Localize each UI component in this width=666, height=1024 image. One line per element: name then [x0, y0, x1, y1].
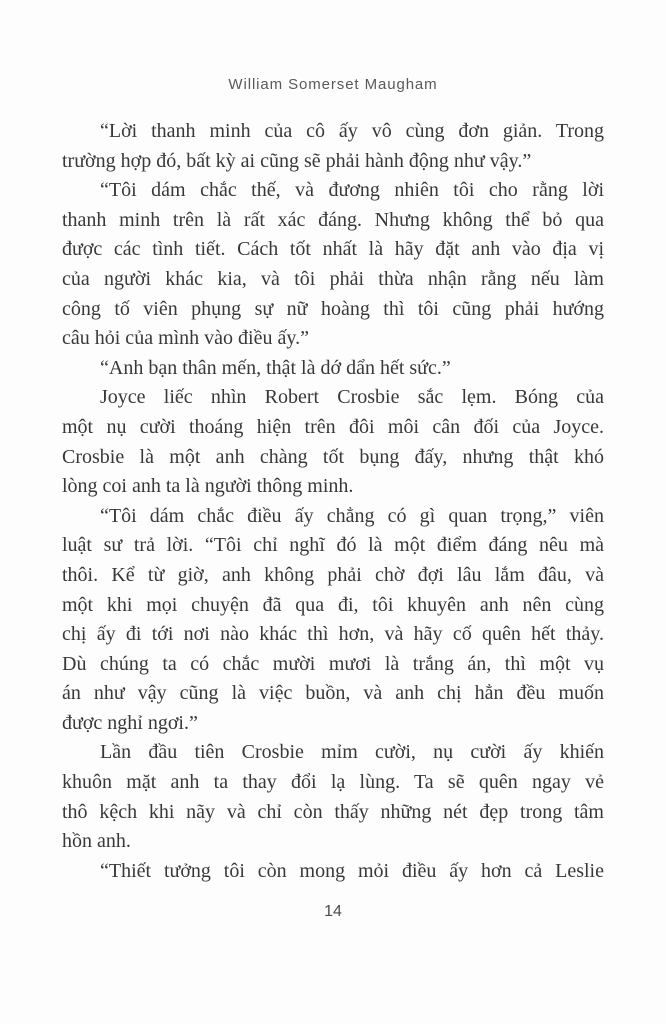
text-line: hồn anh.: [62, 830, 131, 853]
text-line: của người khác kia, và tôi phải thừa nhận rằng nếu làm: [62, 267, 604, 290]
body-text: [62, 117, 604, 886]
text-line: thô kệch khi nãy và chỉ còn thấy những nét đẹp trong tâm: [62, 800, 604, 823]
page-number: 14: [324, 903, 342, 920]
running-head-author: William Somerset Maugham: [228, 76, 438, 93]
text-line: một khi mọi chuyện đã qua đi, tôi khuyên anh nên cùng: [62, 593, 604, 616]
text-line: “Tôi dám chắc điều ấy chẳng có gì quan trọng,” viên: [100, 504, 604, 527]
text-line: được các tình tiết. Cách tốt nhất là hãy đặt anh vào địa vị: [62, 238, 604, 261]
text-line: án như vậy cũng là việc buồn, và anh chị hẳn đều muốn: [62, 682, 604, 705]
text-line: “Thiết tưởng tôi còn mong mỏi điều ấy hơn cả Leslie: [100, 859, 604, 882]
text-line: luật sư trả lời. “Tôi chỉ nghĩ đó là một điểm đáng nêu mà: [62, 534, 604, 557]
text-line: “Anh bạn thân mến, thật là dớ dẩn hết sức.”: [100, 356, 451, 379]
text-line: khuôn mặt anh ta thay đổi lạ lùng. Ta sẽ quên ngay vẻ: [62, 771, 604, 794]
text-line: Joyce liếc nhìn Robert Crosbie sắc lẹm. Bóng của: [100, 386, 604, 409]
text-line: thôi. Kể từ giờ, anh không phải chờ đợi lâu lắm đâu, và: [62, 563, 604, 586]
text-line: Dù chúng ta có chắc mười mươi là trắng án, thì một vụ: [62, 652, 604, 675]
text-line: chị ấy đi tới nơi nào khác thì hơn, và hãy cố quên hết thảy.: [62, 623, 604, 646]
text-line: Crosbie là một anh chàng tốt bụng đấy, nhưng thật khó: [62, 445, 604, 468]
text-line: lòng coi anh ta là người thông minh.: [62, 475, 354, 498]
text-line: “Tôi dám chắc thế, và đương nhiên tôi cho rằng lời: [100, 179, 604, 202]
text-line: được nghỉ ngơi.”: [62, 711, 198, 734]
text-line: công tố viên phụng sự nữ hoàng thì tôi cũng phải hướng: [62, 297, 604, 320]
text-line: một nụ cười thoáng hiện trên đôi môi cân đối của Joyce.: [62, 415, 604, 438]
text-line: trường hợp đó, bất kỳ ai cũng sẽ phải hành động như vậy.”: [62, 149, 532, 172]
text-line: Lần đầu tiên Crosbie mỉm cười, nụ cười ấy khiến: [100, 741, 604, 764]
text-line: thanh minh trên là rất xác đáng. Nhưng không thể bỏ qua: [62, 208, 604, 231]
text-line: “Lời thanh minh của cô ấy vô cùng đơn giản. Trong: [100, 120, 604, 142]
text-line: câu hỏi của mình vào điều ấy.”: [62, 327, 309, 350]
